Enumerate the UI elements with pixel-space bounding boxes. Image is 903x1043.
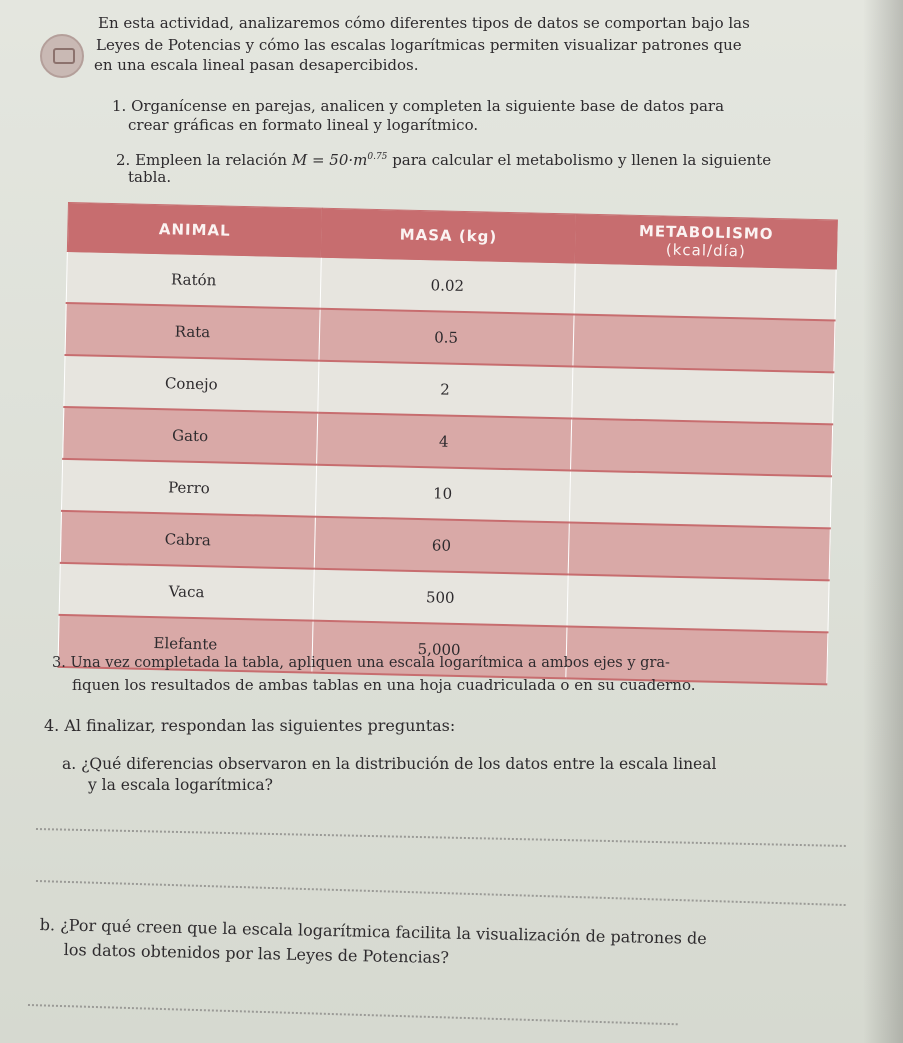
question-a-line-1: a. ¿Qué diferencias observaron en la distribución de los datos entre la escala lineal — [62, 755, 717, 773]
metabolism-formula — [292, 151, 388, 169]
intro-line-1: En esta actividad, analizaremos cómo diferentes tipos de datos se comportan bajo las — [98, 14, 750, 32]
mass-cell: 500 — [313, 569, 568, 627]
metabolism-cell[interactable] — [568, 522, 831, 580]
mass-cell: 4 — [316, 413, 571, 471]
item-3-line-1: 3. Una vez completada la tabla, apliquen una escala logarítmica a ambos ejes y gra- — [52, 655, 670, 671]
animal-cell: Ratón — [66, 251, 321, 308]
animal-cell: Cabra — [60, 511, 315, 569]
animal-cell: Vaca — [59, 563, 314, 621]
item-2-suffix: para calcular el metabolismo y llenen la siguiente — [392, 151, 772, 169]
mass-cell: 0.5 — [319, 309, 574, 367]
item-2-line-2: tabla. — [128, 168, 172, 186]
metabolism-cell[interactable] — [572, 314, 835, 372]
mass-cell: 5,000 — [312, 621, 567, 679]
mass-cell: 10 — [315, 465, 570, 523]
answer-line-a-1[interactable] — [36, 828, 846, 847]
animal-cell: Rata — [65, 303, 320, 361]
animal-cell: Elefante — [58, 615, 313, 673]
formula-base: M = 50·m — [291, 151, 368, 169]
intro-line-2: Leyes de Potencias y cómo las escalas logarítmicas permiten visualizar patrones que — [96, 36, 742, 54]
question-b-line-2: los datos obtenidos por las Leyes de Potencias? — [63, 940, 450, 968]
header-metabolism-line-2: (kcal/día) — [665, 240, 746, 261]
header-metabolism-line-1: METABOLISMO — [638, 221, 774, 244]
item-1-line-2: crear gráficas en formato lineal y logarítmico. — [128, 116, 479, 134]
item-2-line-1 — [116, 148, 771, 170]
item-2-prefix: 2. Empleen la relación — [116, 151, 288, 169]
book-icon — [40, 34, 84, 78]
header-metabolism — [575, 214, 838, 269]
answer-line-b-1[interactable] — [28, 1004, 678, 1025]
metabolism-cell[interactable] — [570, 418, 833, 476]
header-mass: MASA (kg) — [321, 208, 576, 263]
question-a-line-2: y la escala logarítmica? — [88, 776, 273, 794]
question-b-line-1: b. ¿Por qué creen que la escala logarítmica facilita la visualización de patrones de — [39, 915, 707, 948]
page-edge-shadow — [863, 0, 903, 1043]
header-animal: ANIMAL — [67, 203, 322, 258]
item-1-line-1: 1. Organícense en parejas, analicen y completen la siguiente base de datos para — [112, 97, 725, 115]
mass-cell: 0.02 — [320, 257, 575, 314]
item-3-line-2: fiquen los resultados de ambas tablas en una hoja cuadriculada o en su cuaderno. — [72, 676, 696, 694]
item-4-line-1: 4. Al finalizar, respondan las siguientes preguntas: — [44, 716, 456, 735]
animal-cell: Conejo — [64, 355, 319, 413]
metabolism-cell[interactable] — [569, 470, 832, 528]
formula-exponent: 0.75 — [367, 152, 388, 162]
metabolism-table — [58, 202, 838, 661]
mass-cell: 2 — [318, 361, 573, 419]
metabolism-cell[interactable] — [567, 574, 830, 632]
answer-line-a-2[interactable] — [36, 880, 846, 906]
metabolism-cell[interactable] — [571, 366, 834, 424]
intro-line-3: en una escala lineal pasan desapercibidos. — [94, 56, 419, 74]
animal-cell: Perro — [61, 459, 316, 517]
metabolism-cell[interactable] — [574, 263, 837, 320]
animal-cell: Gato — [63, 407, 318, 465]
mass-cell: 60 — [314, 517, 569, 575]
